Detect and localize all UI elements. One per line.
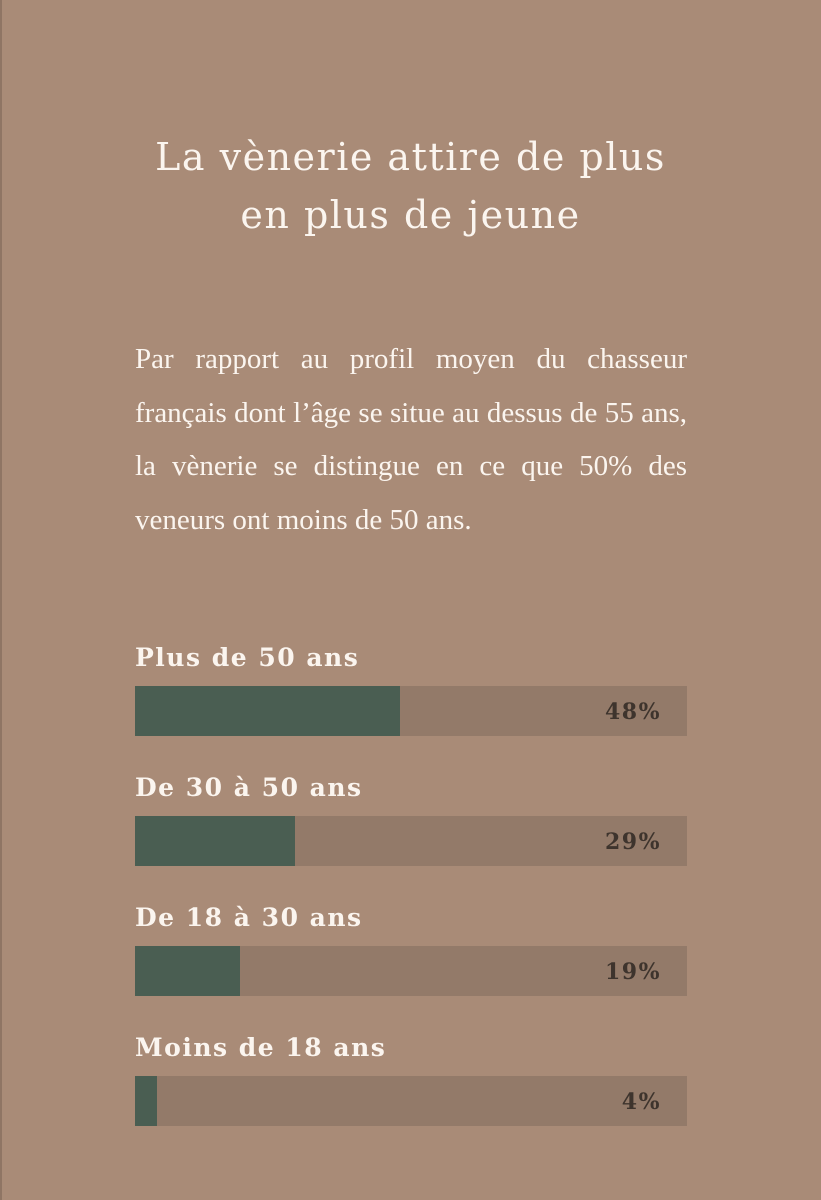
bar-fill [135, 816, 295, 866]
bar-category-label: De 18 à 30 ans [135, 903, 363, 932]
bar-row [135, 900, 687, 1030]
bar-category-label: Plus de 50 ans [135, 643, 360, 672]
bar-fill [135, 946, 240, 996]
bar-row [135, 1030, 687, 1160]
bar-value-label: 4% [621, 1089, 661, 1115]
bar-value-label: 48% [604, 699, 661, 725]
bar-category-label: De 30 à 50 ans [135, 773, 363, 802]
bar-track [135, 816, 687, 866]
page-title [100, 128, 721, 244]
bar-row [135, 770, 687, 900]
bar-value-label: 19% [604, 959, 661, 985]
bar-track [135, 946, 687, 996]
bar-track [135, 686, 687, 736]
bar-track [135, 1076, 687, 1126]
title-line-2: en plus de jeune [240, 193, 581, 237]
title-line-1: La vènerie attire de plus [155, 135, 666, 179]
bar-row [135, 640, 687, 770]
bar-value-label: 29% [604, 829, 661, 855]
intro-paragraph: Par rapport au profil moyen du chasseur français dont l’âge se situe au dessus de 55 ans, la vènerie se distingue en ce que 50% des veneurs ont moins de 50 ans. [135, 343, 687, 536]
age-bar-chart [135, 640, 687, 1160]
bar-fill [135, 1076, 157, 1126]
bar-fill [135, 686, 400, 736]
bar-category-label: Moins de 18 ans [135, 1033, 387, 1062]
page-left-edge [0, 0, 2, 1200]
